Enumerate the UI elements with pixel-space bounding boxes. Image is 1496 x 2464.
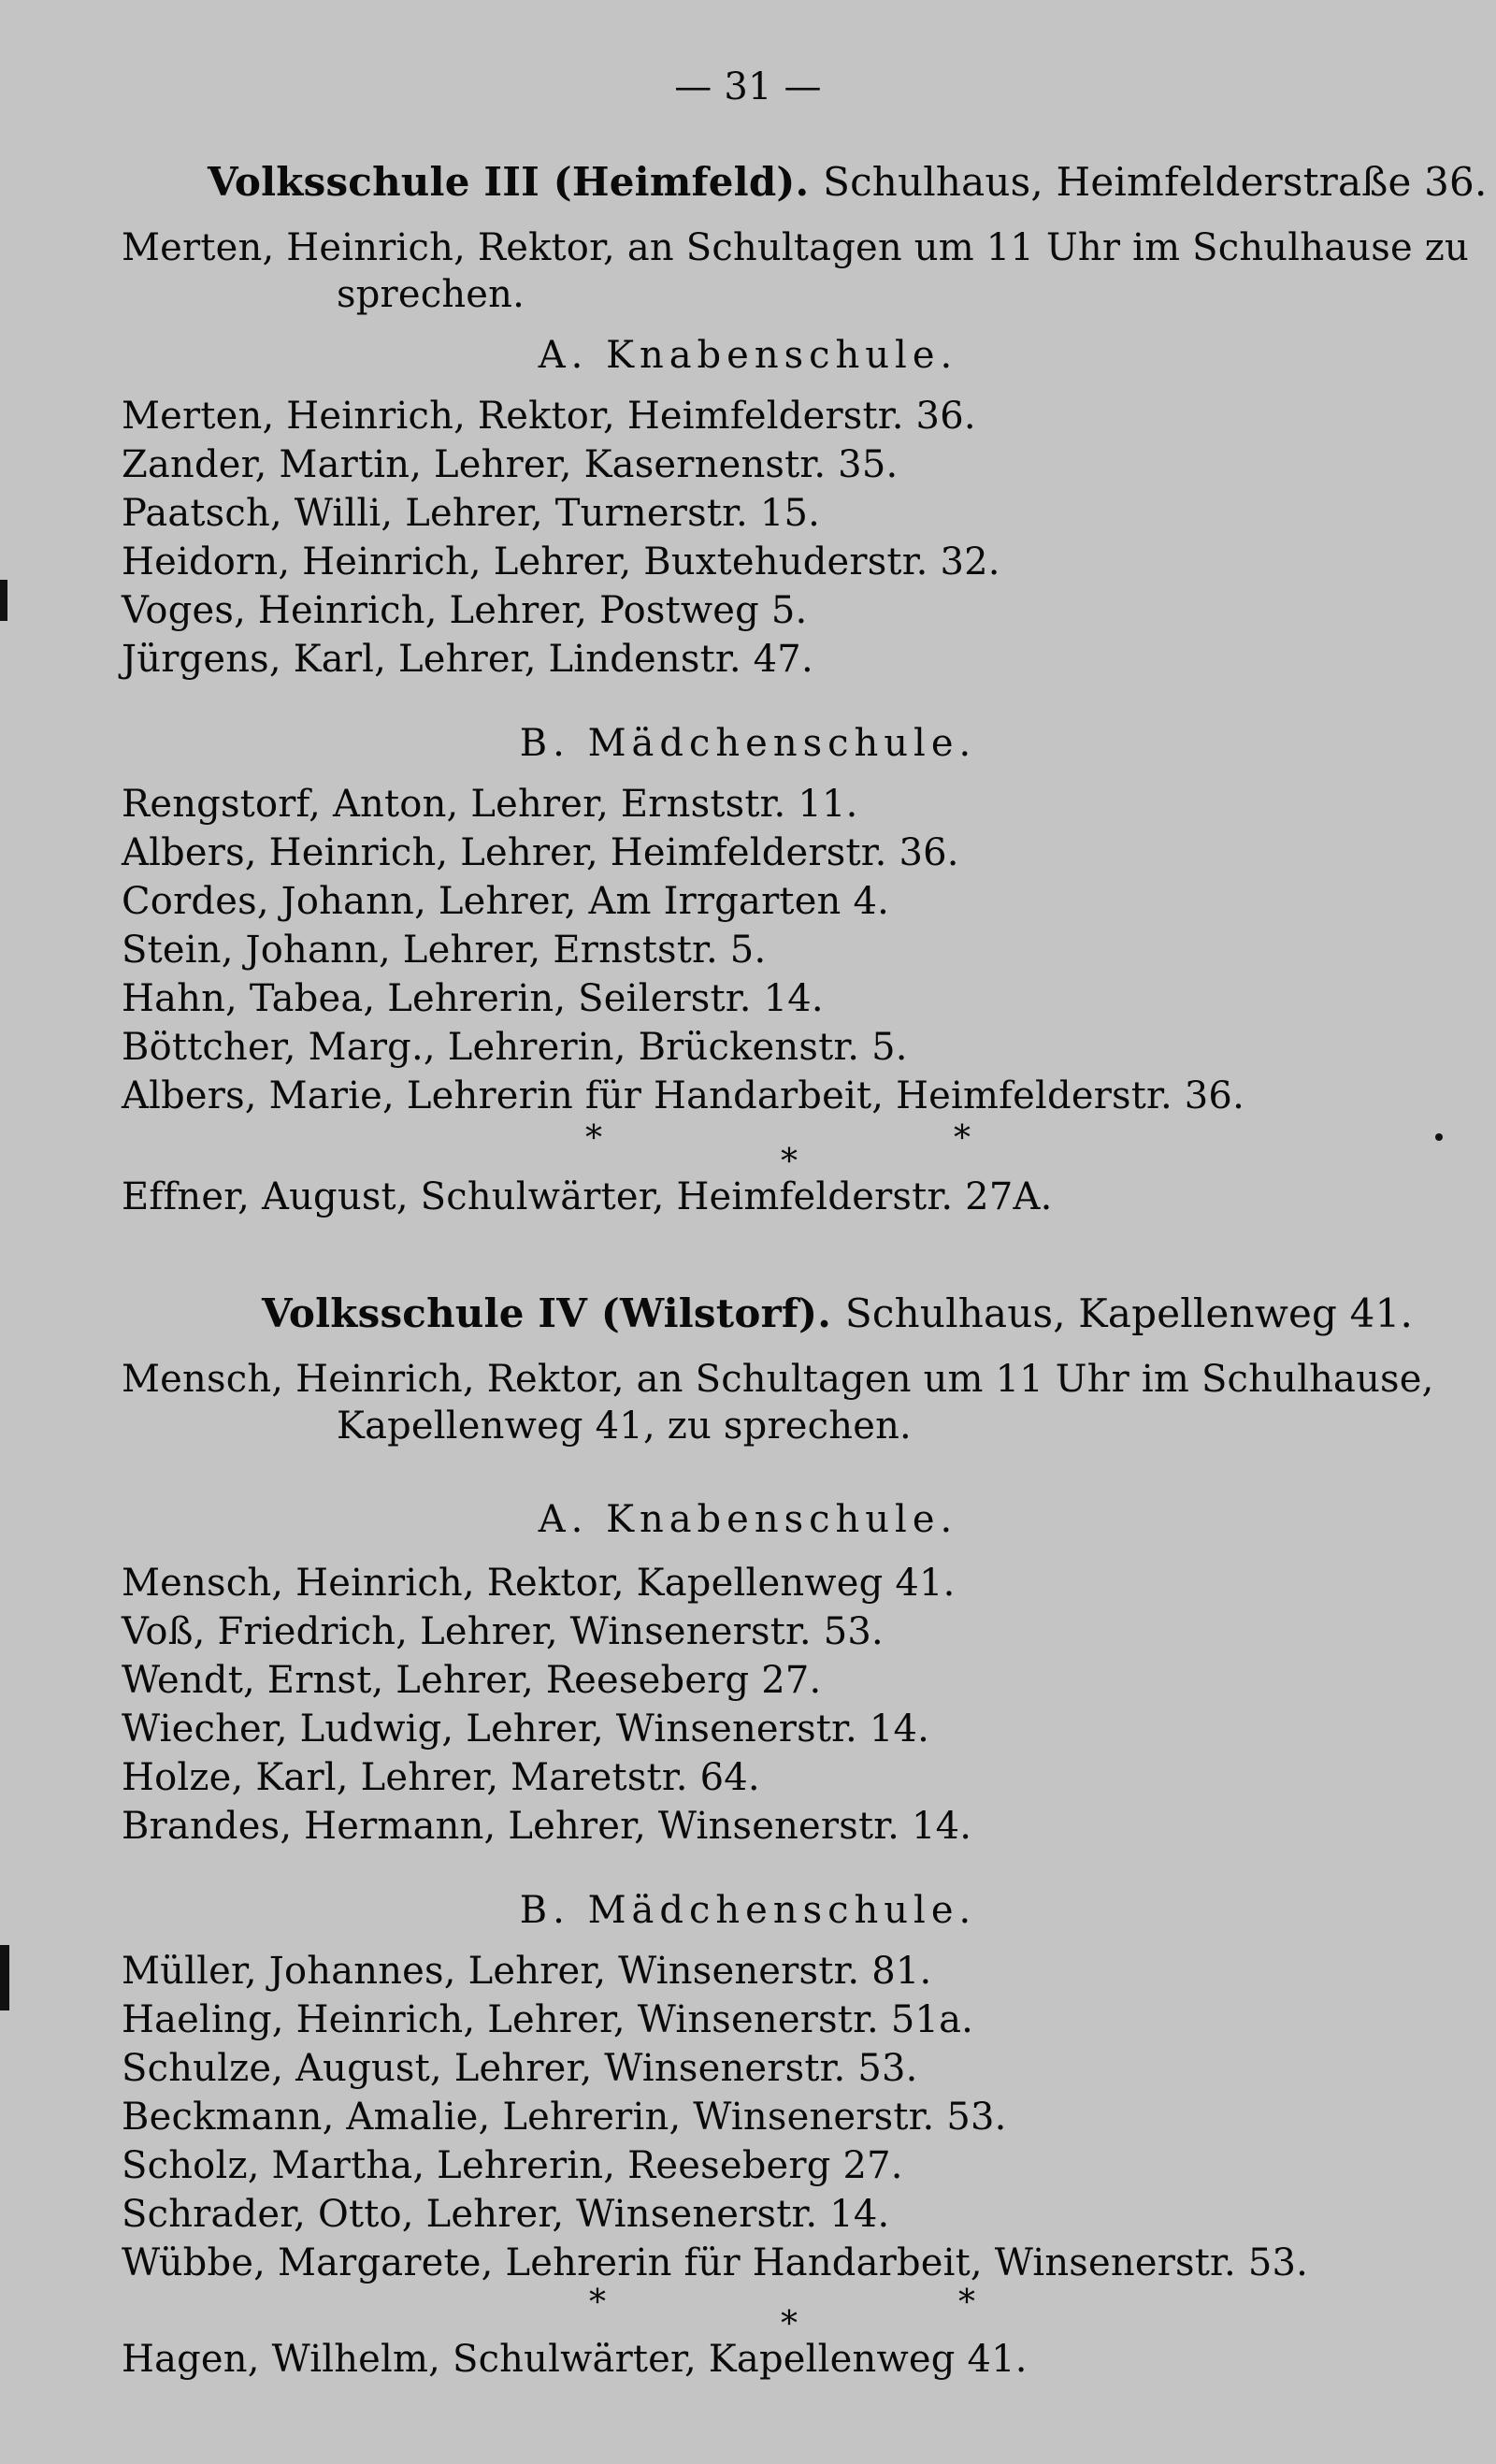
staff-entry: Böttcher, Marg., Lehrerin, Brückenstr. 5.: [122, 1026, 908, 1069]
staff-entry: Beckmann, Amalie, Lehrerin, Winsenerstr. 53.: [122, 2096, 1007, 2139]
janitor-entry: Hagen, Wilhelm, Schulwärter, Kapellenweg 41.: [122, 2338, 1028, 2381]
girls-school-title: B. Mädchenschule.: [519, 1889, 977, 1932]
rector-line-continued: Kapellenweg 41, zu sprechen.: [337, 1405, 912, 1448]
asterism-star: *: [589, 2284, 606, 2322]
staff-entry: Holze, Karl, Lehrer, Maretstr. 64.: [122, 1756, 760, 1799]
boys-school-title: A. Knabenschule.: [538, 1498, 958, 1541]
asterism-star: *: [954, 1119, 971, 1158]
rector-line: Mensch, Heinrich, Rektor, an Schultagen um 11 Uhr im Schulhause,: [122, 1358, 1434, 1401]
staff-entry: Heidorn, Heinrich, Lehrer, Buxtehuderstr. 32.: [122, 540, 1000, 584]
section-title: Volksschule III (Heimfeld).: [208, 159, 810, 205]
asterism-star: *: [781, 1143, 798, 1181]
staff-entry: Wübbe, Margarete, Lehrerin für Handarbeit, Winsenerstr. 53.: [122, 2241, 1309, 2284]
staff-entry: Stein, Johann, Lehrer, Ernststr. 5.: [122, 929, 767, 972]
staff-entry: Albers, Marie, Lehrerin für Handarbeit, Heimfelderstr. 36.: [122, 1074, 1244, 1117]
section-heading: [262, 1290, 1413, 1337]
staff-entry: Wendt, Ernst, Lehrer, Reeseberg 27.: [122, 1659, 822, 1702]
staff-entry: Merten, Heinrich, Rektor, Heimfelderstr. 36.: [122, 395, 976, 438]
asterism-star: *: [781, 2305, 798, 2343]
rector-line-continued: sprechen.: [337, 273, 525, 316]
staff-entry: Hahn, Tabea, Lehrerin, Seilerstr. 14.: [122, 977, 824, 1020]
section-heading: [208, 159, 1488, 206]
staff-entry: Albers, Heinrich, Lehrer, Heimfelderstr. 36.: [122, 831, 959, 874]
staff-entry: Müller, Johannes, Lehrer, Winsenerstr. 81.: [122, 1950, 932, 1993]
schoolhouse-address: Schulhaus, Kapellenweg 41.: [844, 1290, 1414, 1336]
janitor-entry: Effner, August, Schulwärter, Heimfelderstr. 27A.: [122, 1175, 1053, 1218]
page-number: — 31 —: [674, 65, 822, 108]
staff-entry: Haeling, Heinrich, Lehrer, Winsenerstr. 51a.: [122, 1998, 974, 2041]
section-title: Volksschule IV (Wilstorf).: [262, 1290, 832, 1336]
scan-speck: [1435, 1133, 1443, 1141]
staff-entry: Rengstorf, Anton, Lehrer, Ernststr. 11.: [122, 783, 858, 826]
staff-entry: Voß, Friedrich, Lehrer, Winsenerstr. 53.: [122, 1610, 884, 1653]
staff-entry: Scholz, Martha, Lehrerin, Reeseberg 27.: [122, 2144, 903, 2187]
staff-entry: Jürgens, Karl, Lehrer, Lindenstr. 47.: [122, 638, 813, 681]
scan-edge-mark: [0, 1945, 9, 2010]
staff-entry: Mensch, Heinrich, Rektor, Kapellenweg 41.: [122, 1562, 956, 1605]
asterism-star: *: [958, 2284, 975, 2322]
staff-entry: Paatsch, Willi, Lehrer, Turnerstr. 15.: [122, 492, 821, 535]
girls-school-title: B. Mädchenschule.: [519, 722, 977, 765]
boys-school-title: A. Knabenschule.: [538, 334, 958, 377]
schoolhouse-address: Schulhaus, Heimfelderstraße 36.: [823, 159, 1488, 205]
rector-line: Merten, Heinrich, Rektor, an Schultagen um 11 Uhr im Schulhause zu: [122, 226, 1469, 269]
staff-entry: Schulze, August, Lehrer, Winsenerstr. 53.: [122, 2047, 918, 2090]
staff-entry: Wiecher, Ludwig, Lehrer, Winsenerstr. 14.: [122, 1708, 930, 1751]
staff-entry: Cordes, Johann, Lehrer, Am Irrgarten 4.: [122, 880, 890, 923]
staff-entry: Schrader, Otto, Lehrer, Winsenerstr. 14.: [122, 2193, 890, 2236]
scan-edge-mark: [0, 580, 7, 621]
staff-entry: Zander, Martin, Lehrer, Kasernenstr. 35.: [122, 443, 899, 486]
asterism-star: *: [585, 1119, 602, 1158]
staff-entry: Voges, Heinrich, Lehrer, Postweg 5.: [122, 589, 808, 632]
staff-entry: Brandes, Hermann, Lehrer, Winsenerstr. 14.: [122, 1805, 972, 1848]
